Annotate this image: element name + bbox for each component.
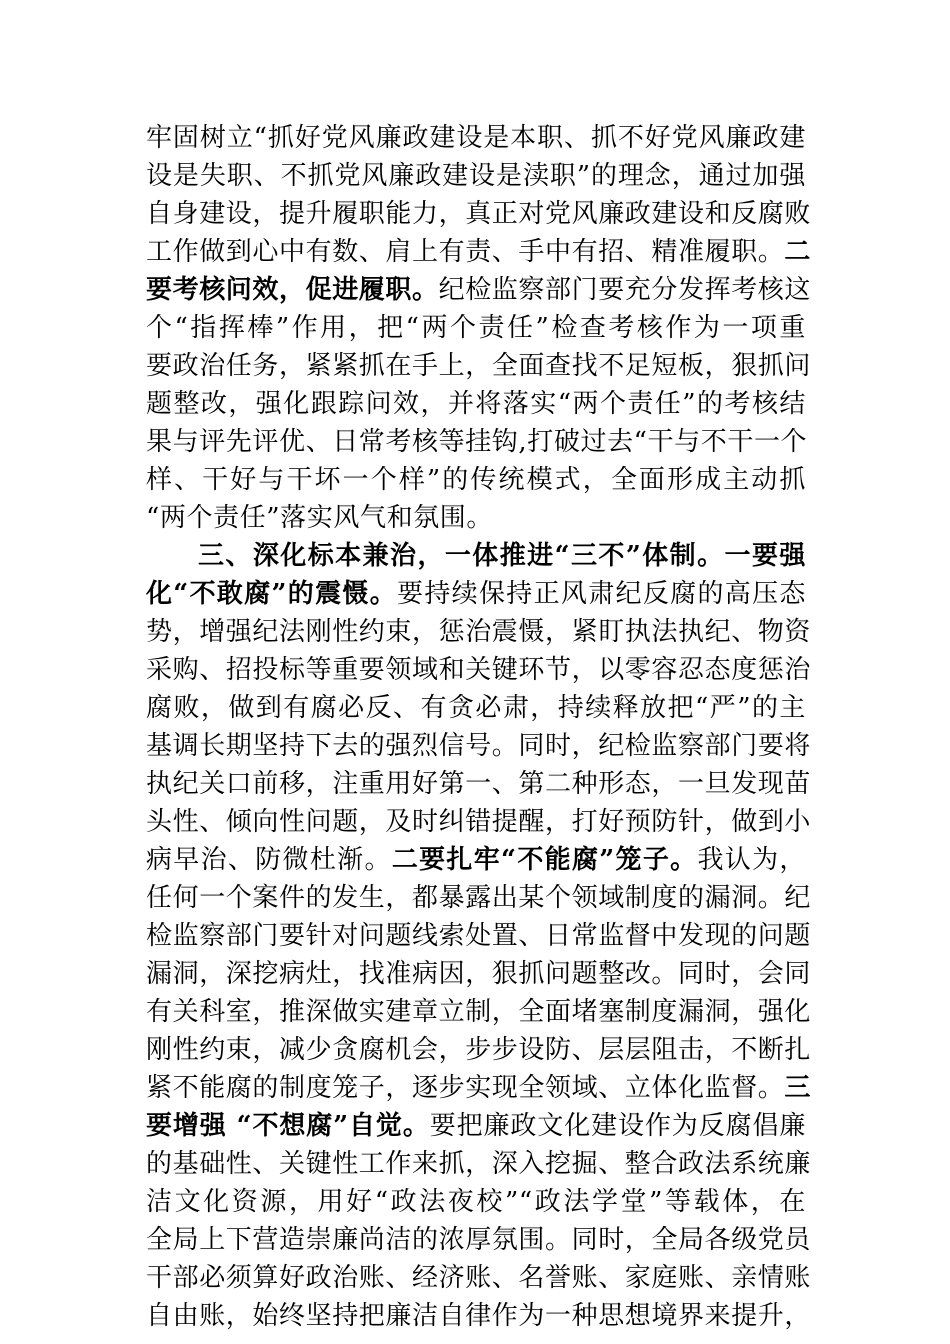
text-line: 紧不能腐的制度笼子，逐步实现全领域、立体化监督。三 [146, 1073, 812, 1103]
text-line: 自由账，始终坚持把廉洁自律作为一种思想境界来提升， [146, 1301, 812, 1331]
text-line: 头性、倾向性问题，及时纠错提醒，打好预防针，做到小 [146, 807, 812, 837]
text-line: 牢固树立“抓好党风廉政建设是本职、抓不好党风廉政建 [146, 123, 806, 153]
text-line: 任何一个案件的发生，都暴露出某个领域制度的漏洞。纪 [146, 883, 812, 913]
text-line: 工作做到心中有数、肩上有责、手中有招、精准履职。二 [146, 237, 812, 267]
text-line: “两个责任”落实风气和氛围。 [146, 503, 493, 533]
text-line: 样、干好与干坏一个样”的传统模式，全面形成主动抓 [146, 465, 806, 495]
text-line: 洁文化资源，用好“政法夜校”“政法学堂”等载体，在 [146, 1187, 806, 1217]
text-line: 采购、招投标等重要领域和关键环节，以零容忍态度惩治 [146, 655, 812, 685]
text-line: 题整改，强化跟踪问效，并将落实“两个责任”的考核结 [146, 389, 806, 419]
section-heading-line: 三、深化标本兼治，一体推进“三不”体制。一要强 [198, 541, 806, 571]
text-line: 势，增强纪法刚性约束，惩治震慑，紧盯执法执纪、物资 [146, 617, 812, 647]
text-line: 要增强 “不想腐”自觉。要把廉政文化建设作为反腐倡廉 [146, 1111, 806, 1141]
text-line: 化“不敢腐”的震慑。要持续保持正风肃纪反腐的高压态 [146, 579, 806, 609]
text-line: 病早治、防微杜渐。二要扎牢“不能腐”笼子。我认为， [146, 845, 807, 875]
text-line: 自身建设，提升履职能力，真正对党风廉政建设和反腐败 [146, 199, 812, 229]
text-line: 检监察部门要针对问题线索处置、日常监督中发现的问题 [146, 921, 812, 951]
text-line: 要政治任务，紧紧抓在手上，全面查找不足短板，狠抓问 [146, 351, 812, 381]
text-line: 要考核问效，促进履职。纪检监察部门要充分发挥考核这 [146, 275, 812, 305]
text-line: 刚性约束，减少贪腐机会，步步设防、层层阻击，不断扎 [146, 1035, 812, 1065]
text-line: 个“指挥棒”作用，把“两个责任”检查考核作为一项重 [146, 313, 806, 343]
text-line: 全局上下营造崇廉尚洁的浓厚氛围。同时，全局各级党员 [146, 1225, 812, 1255]
text-line: 漏洞，深挖病灶，找准病因，狠抓问题整改。同时，会同 [146, 959, 812, 989]
text-line: 干部必须算好政治账、经济账、名誉账、家庭账、亲情账 [146, 1263, 812, 1293]
text-line: 基调长期坚持下去的强烈信号。同时，纪检监察部门要将 [146, 731, 812, 761]
text-line: 执纪关口前移，注重用好第一、第二种形态，一旦发现苗 [146, 769, 812, 799]
text-line: 腐败，做到有腐必反、有贪必肃，持续释放把“严”的主 [146, 693, 806, 723]
text-line: 果与评先评优、日常考核等挂钩,打破过去“干与不干一个 [146, 427, 808, 457]
text-line: 设是失职、不抓党风廉政建设是渎职”的理念，通过加强 [146, 161, 806, 191]
text-line: 的基础性、关键性工作来抓，深入挖掘、整合政法系统廉 [146, 1149, 812, 1179]
text-line: 有关科室，推深做实建章立制，全面堵塞制度漏洞，强化 [146, 997, 812, 1027]
